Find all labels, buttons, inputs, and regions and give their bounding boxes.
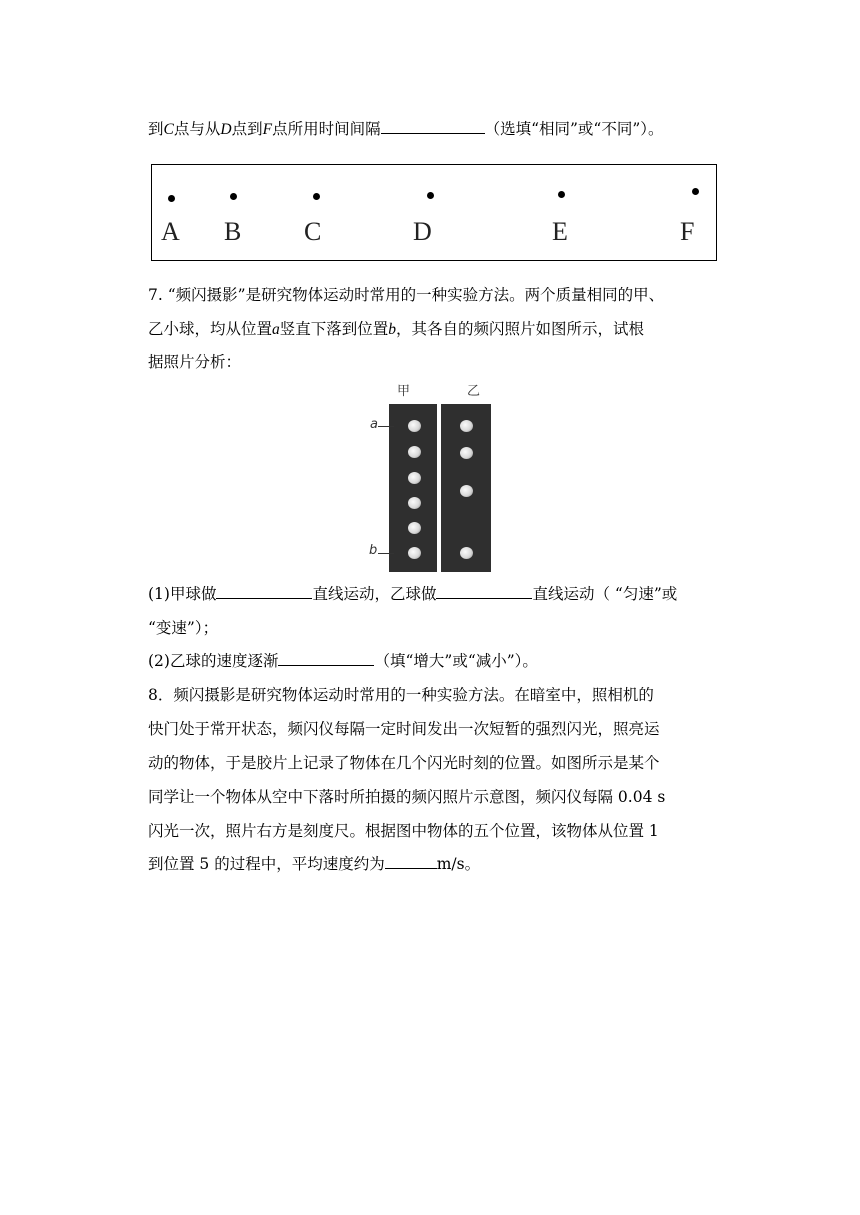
dot-label-d: D <box>413 217 432 246</box>
q7-text: 直线运动（ “匀速”或 <box>532 585 678 603</box>
dot-label-f: F <box>680 217 695 246</box>
q6-text: （选填“相同”或“不同”）。 <box>484 120 664 138</box>
q7-text: 直线运动，乙球做 <box>312 585 437 603</box>
q7-text: 乙小球，均从位置 <box>148 320 273 338</box>
strobe-photo-figure <box>364 380 494 572</box>
ball-jia <box>408 497 421 509</box>
q8-text: m/s。 <box>436 855 481 873</box>
dot-label-c: C <box>304 217 322 246</box>
q8-line-1: 8．频闪摄影是研究物体运动时常用的一种实验方法。在暗室中，照相机的 <box>148 686 654 704</box>
dot-f <box>692 188 699 195</box>
answer-blank <box>381 118 485 134</box>
dot-b <box>230 193 237 200</box>
q7-line-1: 7. “频闪摄影”是研究物体运动时常用的一种实验方法。两个质量相同的甲、 <box>148 286 665 304</box>
position-a-label: a <box>272 321 280 338</box>
photo-label-jia: 甲 <box>397 384 411 399</box>
q6-text: 点与从 <box>173 120 221 138</box>
ball-yi <box>460 547 473 559</box>
answer-blank <box>385 853 437 869</box>
ball-yi <box>460 447 473 459</box>
dot-a <box>168 195 175 202</box>
q7-text: （填“增大”或“减小”）。 <box>374 652 538 670</box>
q6-text: 点到 <box>231 120 263 138</box>
point-c-label: C <box>163 121 174 138</box>
ball-jia <box>408 446 421 458</box>
ball-yi <box>460 485 473 497</box>
point-f-label: F <box>262 121 273 138</box>
photo-label-yi: 乙 <box>467 384 481 399</box>
dot-c <box>313 193 320 200</box>
q6-text-line <box>148 118 664 141</box>
ball-jia <box>408 547 421 559</box>
q7-text: (1)甲球做 <box>148 585 217 603</box>
q7-text: (2)乙球的速度逐渐 <box>148 652 279 670</box>
q8-line-4: 同学让一个物体从空中下落时所拍摄的频闪照片示意图，频闪仪每隔 0.04 s <box>148 788 666 806</box>
dot-e <box>558 191 565 198</box>
q8-text: 到位置 5 的过程中，平均速度约为 <box>148 855 385 873</box>
answer-blank <box>278 650 374 666</box>
q6-text: 点所用时间间隔 <box>272 120 381 138</box>
q7-line-2 <box>148 318 644 341</box>
ball-jia <box>408 472 421 484</box>
dot-label-e: E <box>552 217 568 246</box>
q8-line-2: 快门处于常开状态，频闪仪每隔一定时间发出一次短暂的强烈闪光，照亮运 <box>148 720 660 738</box>
dot-figure <box>151 164 717 261</box>
tick-b <box>378 553 394 554</box>
dot-label-b: B <box>224 217 242 246</box>
point-d-label: D <box>220 121 232 138</box>
q7-text: ，其各自的频闪照片如图所示，试根 <box>396 320 645 338</box>
dot-label-a: A <box>161 217 180 246</box>
q7-sub1-line2: “变速”）； <box>148 619 219 637</box>
ball-jia <box>408 522 421 534</box>
dot-d <box>427 192 434 199</box>
photo-mark-b: b <box>369 543 378 558</box>
tick-a <box>378 426 394 427</box>
q8-line-3: 动的物体，于是胶片上记录了物体在几个闪光时刻的位置。如图所示是某个 <box>148 754 660 772</box>
answer-blank <box>216 583 312 599</box>
ball-yi <box>460 420 473 432</box>
position-b-label: b <box>388 321 397 338</box>
answer-blank <box>436 583 532 599</box>
photo-mark-a: a <box>370 417 378 432</box>
q7-line-3: 据照片分析： <box>148 353 242 371</box>
q8-line-6 <box>148 853 480 875</box>
q7-text: 竖直下落到位置 <box>279 320 389 338</box>
q7-sub2 <box>148 650 538 672</box>
q7-sub1-line1 <box>148 583 677 605</box>
q8-line-5: 闪光一次，照片右方是刻度尺。根据图中物体的五个位置，该物体从位置 1 <box>148 822 659 840</box>
ball-jia <box>408 420 421 432</box>
q6-text: 到 <box>148 120 164 138</box>
